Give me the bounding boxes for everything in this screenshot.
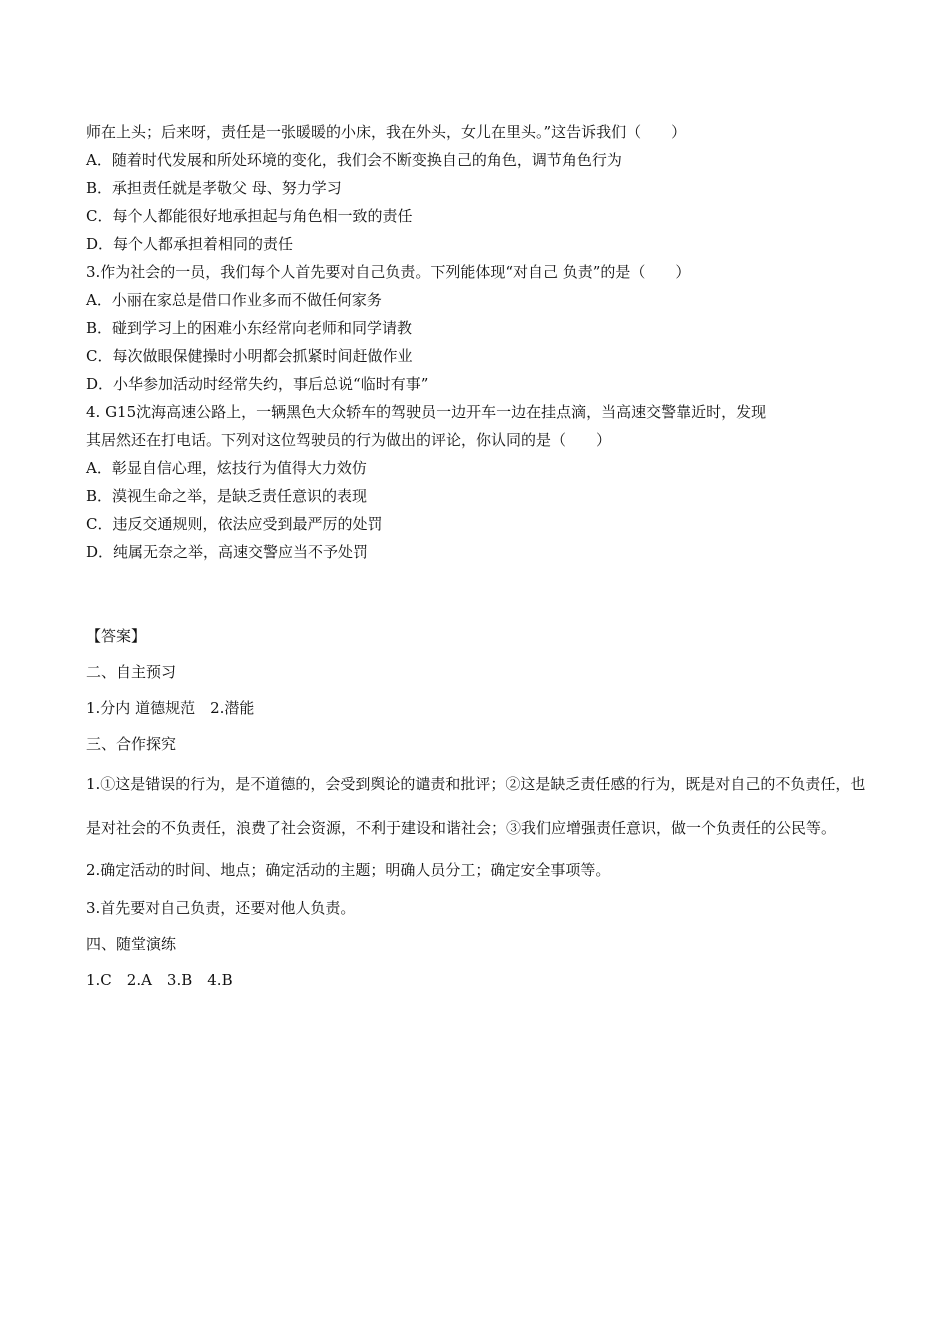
q3-option-b: B．碰到学习上的困难小东经常向老师和同学请教 [86, 319, 413, 337]
section-4-answers: 1.C 2.A 3.B 4.B [86, 971, 233, 989]
section-3-item-1: 1.①这是错误的行为，是不道德的，会受到舆论的谴责和批评；②这是缺乏责任感的行为，既是对自己的不负责任，也是对社会的不负责任，浪费了社会资源，不利于建设和谐社会；③我们应增强责任意识，做一个负责任的公民等。 [86, 775, 866, 837]
q3-option-a: A．小丽在家总是借口作业多而不做任何家务 [86, 291, 382, 309]
q4-stem-line-2: 其居然还在打电话。下列对这位驾驶员的行为做出的评论，你认同的是（ ） [86, 431, 612, 449]
section-2-title: 二、自主预习 [86, 663, 177, 681]
answers-heading: 【答案】 [86, 627, 147, 645]
q2-option-d: D．每个人都承担着相同的责任 [86, 235, 294, 253]
q2-option-a: A．随着时代发展和所处环境的变化，我们会不断变换自己的角色，调节角色行为 [86, 151, 622, 169]
q4-option-d: D．纯属无奈之举，高速交警应当不予处罚 [86, 543, 369, 561]
section-gap [86, 566, 876, 618]
q2-stem-tail: 师在上头；后来呀，责任是一张暖暖的小床，我在外头，女儿在里头。”这告诉我们（ ） [86, 123, 687, 141]
section-3-title: 三、合作探究 [86, 735, 177, 753]
document-page [86, 118, 876, 998]
section-2-answers: 1.分内 道德规范 2.潜能 [86, 699, 255, 717]
q4-stem-line-1: 4. G15沈海高速公路上，一辆黑色大众轿车的驾驶员一边开车一边在挂点滴，当高速交警靠近时，发现 [86, 403, 767, 421]
q3-stem: 3.作为社会的一员，我们每个人首先要对自己负责。下列能体现“对自己 负责”的是（ ） [86, 263, 691, 281]
q2-option-b: B．承担责任就是孝敬父 母、努力学习 [86, 179, 342, 197]
section-3-item-2: 2.确定活动的时间、地点；确定活动的主题；明确人员分工；确定安全事项等。 [86, 861, 611, 879]
q4-option-b: B．漠视生命之举，是缺乏责任意识的表现 [86, 487, 368, 505]
q3-option-d: D．小华参加活动时经常失约，事后总说“临时有事” [86, 375, 429, 393]
section-3-item-3: 3.首先要对自己负责，还要对他人负责。 [86, 899, 356, 917]
q3-option-c: C．每次做眼保健操时小明都会抓紧时间赶做作业 [86, 347, 413, 365]
q4-option-a: A．彰显自信心理，炫技行为值得大力效仿 [86, 459, 367, 477]
q4-option-c: C．违反交通规则，依法应受到最严厉的处罚 [86, 515, 383, 533]
section-4-title: 四、随堂演练 [86, 935, 177, 953]
q2-option-c: C．每个人都能很好地承担起与角色相一致的责任 [86, 207, 413, 225]
